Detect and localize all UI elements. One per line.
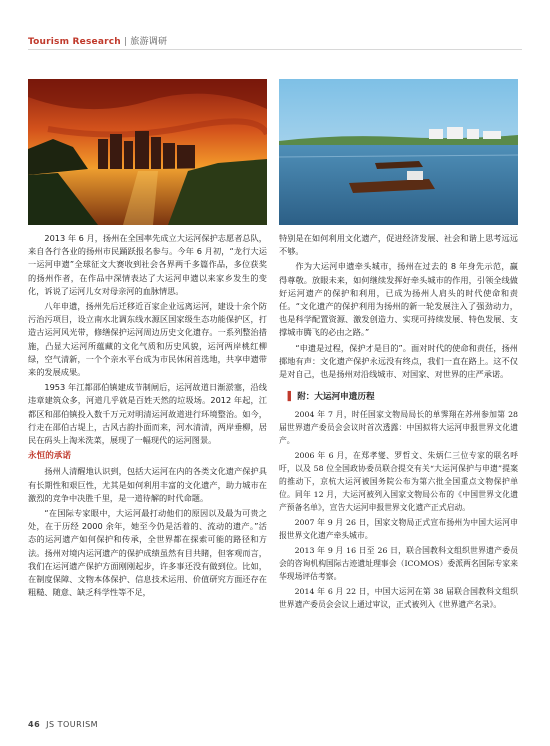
header-section-zh: 旅游调研: [130, 37, 168, 47]
body-paragraph: “申遗是过程，保护才是目的”。面对时代的使命和责任，扬州掷地有声：文化遗产保护永远没有终点，我们一直在路上。这不仅是对自己，也是扬州对沿线城市、对国家、对世界的庄严承诺。: [279, 342, 518, 380]
body-paragraph: “在国际专家眼中，大运河最打动他们的原因以及最为可贵之处，在于历经 2000 余年，她至今仍是活着的、流动的遗产。”活态的运河遗产如何保护和传承，全世界都在探索可能的路径和方法。扬州对境内运河遗产的保护成绩虽然有目共睹，但客观而言，我们在运河遗产保护方面刚刚起步，许多事还没有做到位。比如，在制度保障、文物本体保护、信息技术运用、价值研究方面还存在粗糙、随意、缺乏科学性等不足，: [28, 508, 267, 598]
sunset-canal-city-photo: [28, 79, 267, 225]
timeline-item: 2004 年 7 月，时任国家文物局局长的单霁翔在苏州参加第 28 届世界遗产委员会会议时首次透露：中国拟将大运河申报世界文化遗产。: [279, 410, 518, 446]
timeline-item: 2014 年 6 月 22 日，中国大运河在第 38 届联合国教科文组织世界遗产委员会会议上通过审议，正式被列入《世界遗产名录》。: [279, 587, 518, 610]
magazine-name: JS TOURISM: [46, 720, 99, 729]
left-column: [28, 232, 267, 601]
body-paragraph: 2013 年 6 月，扬州在全国率先成立大运河保护志愿者总队，来自各行各业的扬州市民踊跃报名参与。今年 6 月初，“龙行大运一运河申遗”全球征文大赛收到社会各界两千多篇作品，多位获奖的扬州作者，在作品中深情表达了大运河申遗以来家乡发生的变化，诉说了运河儿女对母亲河的血脉情思。: [28, 233, 267, 296]
header-separator: |: [123, 37, 128, 47]
appendix-title-text: 附：大运河申遗历程: [297, 392, 375, 403]
header-divider: [28, 49, 522, 50]
appendix-marker: ▌: [287, 392, 295, 403]
section-heading: 永恒的承诺: [28, 451, 71, 462]
body-paragraph: 作为大运河申遗牵头城市，扬州在过去的 8 年身先示范，赢得尊敬。放眼未来，如何继续发挥好牵头城市的作用，引领全线做好运河遗产的保护和利用，已成为扬州人肩头的时代使命和责任。“文化遗产的保护利用为扬州的新一轮发展注入了强劲动力，也是科学配置资源、激发创造力、实现可持续发展、特色发展、支撑城市腾飞的必由之路。”: [279, 261, 518, 338]
right-column: [279, 232, 518, 613]
page-footer: [28, 720, 98, 729]
header-section-en: Tourism Research: [28, 37, 121, 47]
body-paragraph: 1953 年江都邵伯镇建成节制闸后，运河故道日渐淤塞，沿线违章建筑众多，河道几乎就是百姓天然的垃圾场。2012 年起，江都区和邵伯镇投入数千万元对明清运河故道进行环境整治。如今，行走在邵伯古堤上，古风古韵扑面而来，河水清清，两岸垂柳，居民在码头上淘米洗菜，展现了一幅现代的运河图景。: [28, 382, 267, 446]
timeline-item: 2013 年 9 月 16 日至 26 日，联合国教科文组织世界遗产委员会的咨询机构国际古迹遗址理事会（ICOMOS）委派两名国际专家来华现场评估考察。: [279, 546, 518, 582]
appendix-title: [279, 391, 518, 404]
canal-barge-photo: [279, 79, 518, 225]
page-number: 46: [28, 720, 41, 729]
body-paragraph-continuation: 特别是在如何利用文化遗产，促进经济发展、社会和谐上思考远远不够。: [279, 233, 518, 257]
body-paragraph: 扬州人清醒地认识到，包括大运河在内的各类文化遗产保护具有长期性和艰巨性，尤其是如何利用丰富的文化遗产，助力城市在激烈的竞争中决胜千里，是一道待解的时代命题。: [28, 466, 267, 503]
running-header: [28, 34, 167, 47]
body-paragraph: 八年申遗，扬州先后迁移近百家企业远离运河，建设十余个防污治污项目，设立南水北调东线水源区国家级生态功能保护区，打造古运河风光带，修缮保护运河周边历史文化遗存。一系列整治措施，凸显大运河所蕴藏的文化气质和历史风貌，运河两岸桃红柳绿，空气清新，一个个亲水平台成为市民休闲首选地，共享申遗带来的发展成果。: [28, 301, 267, 378]
timeline-item: 2006 年 6 月，在郑孝燮、罗哲文、朱炳仁三位专家的联名呼吁，以及 58 位全国政协委员联合提交有关“大运河保护与申遗”提案的推动下，京杭大运河被国务院公布为第六批全国重点文物保护单位。同年 12 月，大运河被列入国家文物局公布的《中国世界文化遗产预备名单》，宣告大运河申报世界文化遗产正式启动。: [279, 451, 518, 513]
timeline-item: 2007 年 9 月 26 日，国家文物局正式宣布扬州为中国大运河申报世界文化遗产牵头城市。: [279, 518, 518, 541]
